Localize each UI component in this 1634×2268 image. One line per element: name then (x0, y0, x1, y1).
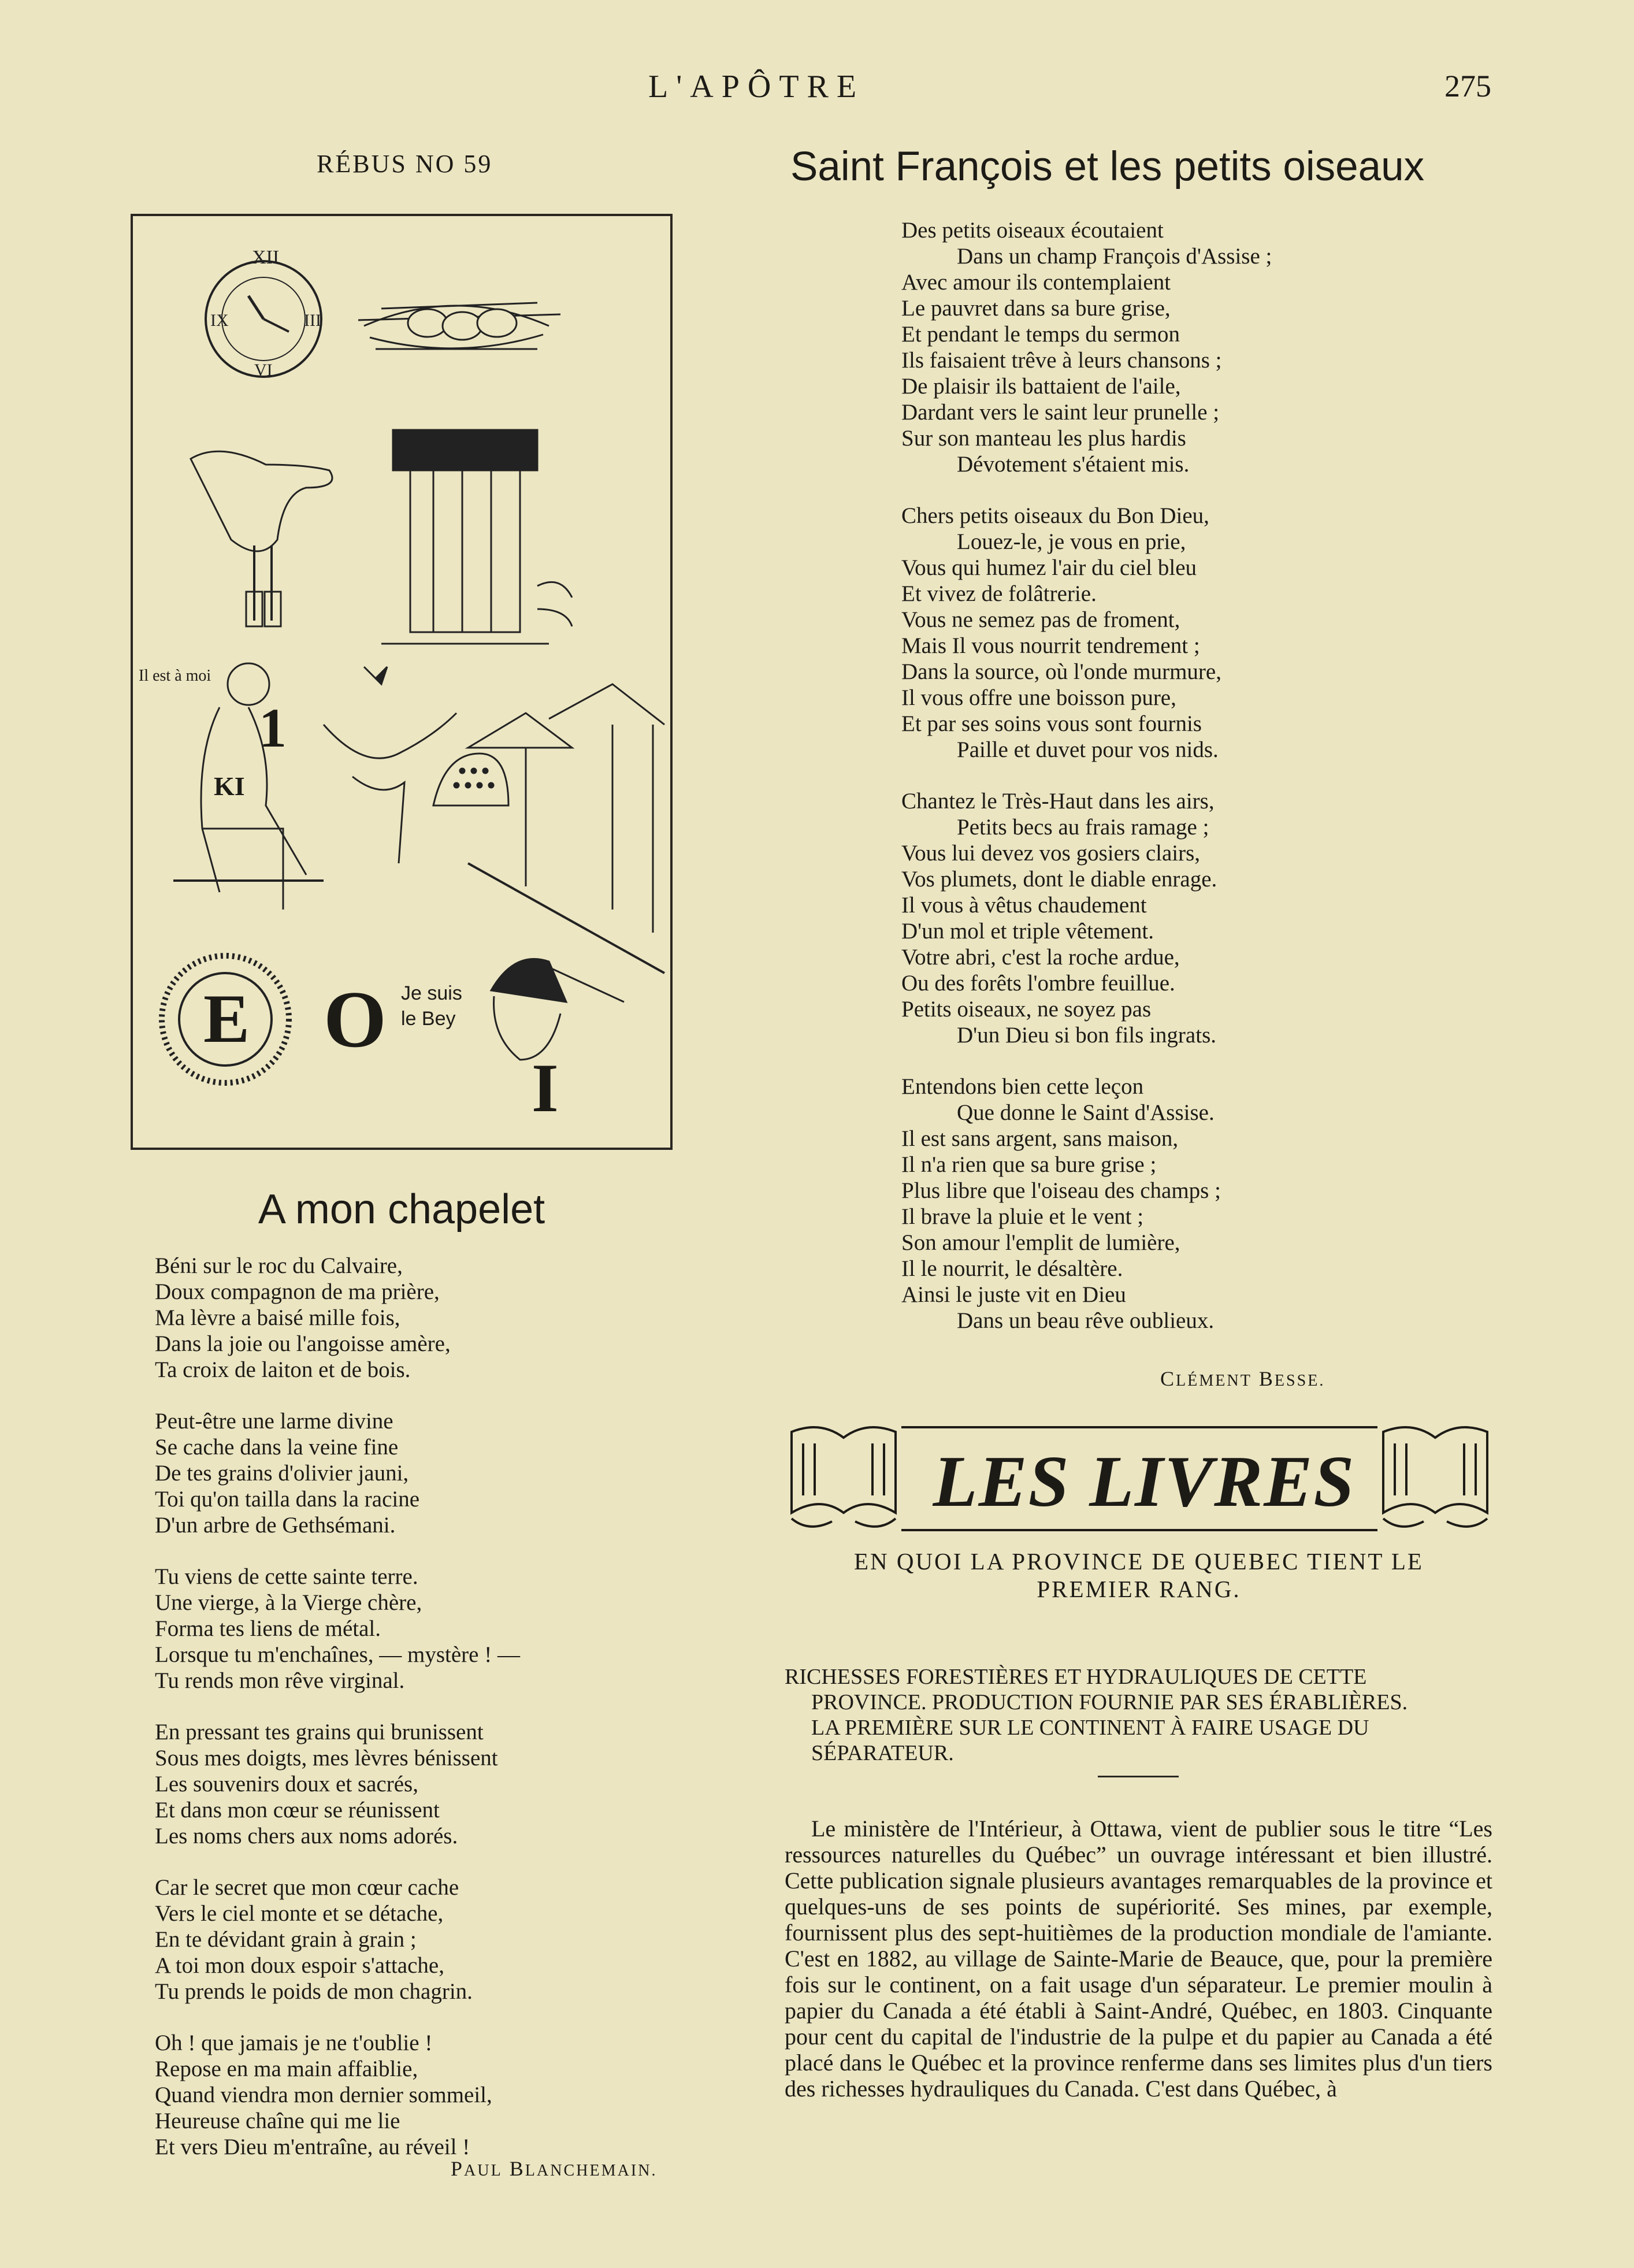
summary-line: PROVINCE. PRODUCTION FOURNIE PAR SES ÉRABLIÈRES. (811, 1690, 1408, 1714)
verse-line: Dans la joie ou l'angoisse amère, (155, 1331, 451, 1356)
verse-line: Et par ses soins vous sont fournis (901, 711, 1202, 736)
svg-text:VI: VI (254, 361, 273, 380)
poem-saint-francois (901, 217, 1364, 1359)
running-head: L'APÔTRE (648, 69, 865, 105)
rebus-label-je-suis: Je suis (401, 982, 462, 1004)
verse-line: Oh ! que jamais je ne t'oublie ! (155, 2031, 433, 2055)
verse-line: En te dévidant grain à grain ; (155, 1927, 417, 1952)
verse-line: A toi mon doux espoir s'attache, (155, 1953, 444, 1978)
stanza (901, 1074, 1364, 1334)
author-smallcaps: LÉMENT (1176, 1372, 1252, 1390)
verse-line: D'un arbre de Gethsémani. (155, 1513, 396, 1538)
verse-line: Les noms chers aux noms adorés. (155, 1824, 458, 1848)
verse-line: Il est sans argent, sans maison, (901, 1126, 1179, 1151)
stanza (155, 1719, 675, 1849)
verse-line: Ou des forêts l'ombre feuillue. (901, 971, 1175, 996)
verse-line: Béni sur le roc du Calvaire, (155, 1253, 403, 1278)
book-ornament-right-icon (1383, 1427, 1487, 1527)
verse-line: De tes grains d'olivier jauni, (155, 1461, 409, 1486)
seated-man-icon (173, 663, 324, 910)
verse-line: De plaisir ils battaient de l'aile, (901, 374, 1181, 399)
verse-line: Que donne le Saint d'Assise. (957, 1100, 1215, 1125)
verse-line: Avec amour ils contemplaient (901, 270, 1171, 295)
verse-line: Vous qui humez l'air du ciel bleu (901, 555, 1197, 580)
man-with-fez-icon (491, 959, 624, 1060)
summary-line: SÉPARATEUR. (811, 1741, 954, 1765)
author-smallcaps: LANCHEMAIN. (525, 2162, 658, 2180)
rebus-label-ki: KI (214, 771, 245, 801)
livres-subtitle (783, 1547, 1495, 1603)
poem-chapelet (155, 1253, 675, 2185)
verse-line: Plus libre que l'oiseau des champs ; (901, 1178, 1221, 1203)
summary-line: LA PREMIÈRE SUR LE CONTINENT À FAIRE USAGE DU (811, 1716, 1369, 1740)
verse-line: Heureuse chaîne qui me lie (155, 2109, 400, 2133)
article-summary (785, 1664, 1492, 1766)
rebus-title: RÉBUS NO 59 (317, 150, 493, 178)
verse-line: Toi qu'on tailla dans la racine (155, 1487, 420, 1512)
verse-line: Tu rends mon rêve virginal. (155, 1668, 405, 1693)
rebus-label-le-bey: le Bey (401, 1008, 456, 1030)
verse-line: Et vivez de folâtrerie. (901, 581, 1097, 606)
verse-line: D'un mol et triple vêtement. (901, 919, 1154, 944)
verse-line: Se cache dans la veine fine (155, 1435, 399, 1460)
verse-line: Il n'a rien que sa bure grise ; (901, 1152, 1157, 1177)
poem-title-saint-francois: Saint François et les petits oiseaux (790, 144, 1425, 190)
verse-line: Repose en ma main affaiblie, (155, 2057, 418, 2081)
verse-line: Il vous offre une boisson pure, (901, 685, 1176, 710)
verse-line: Tu viens de cette sainte terre. (155, 1564, 418, 1589)
svg-text:III: III (304, 311, 321, 330)
saddle-icon (191, 451, 332, 626)
livres-subtitle-line: EN QUOI LA PROVINCE DE QUEBEC TIENT LE (854, 1548, 1424, 1575)
stanza (155, 2030, 675, 2160)
author-smallcaps: AUL (464, 2162, 503, 2180)
verse-line: Vous ne semez pas de froment, (901, 607, 1180, 632)
verse-line: Et pendant le temps du sermon (901, 322, 1180, 347)
verse-line: D'un Dieu si bon fils ingrats. (957, 1023, 1216, 1048)
author-initial: B (509, 2157, 525, 2180)
stanza (901, 217, 1364, 477)
verse-line: Mais Il vous nourrit tendrement ; (901, 633, 1200, 658)
verse-line: Dardant vers le saint leur prunelle ; (901, 400, 1220, 425)
author-smallcaps: ESSE. (1274, 1372, 1325, 1390)
author-initial: P (451, 2157, 465, 2180)
author-initial: B (1258, 1367, 1275, 1390)
author-blanchemain (451, 2156, 658, 2181)
paragraph: Le ministère de l'Intérieur, à Ottawa, vient de publier sous le titre “Les ressources naturelles du Québec” un ouvrage intéressant et bien illustré. Cette publication signale plusieurs avantages remarquables de la province et quelques-uns de ses points de supériorité. Ses mines, par exemple, fournissent plus des sept-huitièmes de la production mondiale de l'amiante. C'est en 1882, au village de Sainte-Marie de Beauce, que, pour la première fois sur le continent, on a fait usage d'un séparateur. Le premier moulin à papier du Canada a été établi à Saint-André, Québec, en 1803. Cinquante pour cent du capital de l'industrie de la pulpe et du papier au Canada a été placé dans le Québec et la province renferme dans ses limites plus d'un tiers des richesses hydrauliques du Canada. C'est dans Québec, à (785, 1816, 1492, 2102)
verse-line: Vos plumets, dont le diable enrage. (901, 867, 1217, 892)
verse-line: Une vierge, à la Vierge chère, (155, 1590, 422, 1615)
tree-bird-icon (324, 667, 456, 863)
verse-line: Paille et duvet pour vos nids. (957, 737, 1219, 762)
verse-line: Chers petits oiseaux du Bon Dieu, (901, 503, 1209, 528)
verse-line: Les souvenirs doux et sacrés, (155, 1772, 418, 1796)
svg-text:IX: IX (210, 311, 229, 330)
verse-line: Le pauvret dans sa bure grise, (901, 296, 1171, 321)
clock-icon (206, 247, 321, 380)
verse-line: Entendons bien cette leçon (901, 1074, 1144, 1099)
poem-title-chapelet: A mon chapelet (258, 1186, 545, 1233)
verse-line: Ma lèvre a baisé mille fois, (155, 1305, 400, 1330)
verse-line: Petits oiseaux, ne soyez pas (901, 997, 1152, 1022)
verse-line: Ta croix de laiton et de bois. (155, 1357, 411, 1382)
stanza (901, 788, 1364, 1048)
rebus-illustration (131, 214, 673, 1150)
verse-line: Dans la source, où l'onde murmure, (901, 659, 1221, 684)
verse-line: Ils faisaient trêve à leurs chansons ; (901, 348, 1222, 373)
stanza (155, 1564, 675, 1694)
verse-line: Et vers Dieu m'entraîne, au réveil ! (155, 2135, 470, 2159)
page-number: 275 (1444, 69, 1491, 103)
author-besse (1160, 1367, 1325, 1391)
livres-subtitle-line: PREMIER RANG. (1037, 1576, 1241, 1602)
verse-line: Et dans mon cœur se réunissent (155, 1798, 440, 1822)
verse-line: Vers le ciel monte et se détache, (155, 1901, 444, 1926)
verse-line: Doux compagnon de ma prière, (155, 1279, 440, 1304)
verse-line: Il le nourrit, le désaltère. (901, 1256, 1123, 1281)
rebus-letter-i: I (532, 1049, 559, 1126)
verse-line: Louez-le, je vous en prie, (957, 529, 1186, 554)
nest-eggs-icon (358, 303, 560, 349)
livres-heading: LES LIVRES (933, 1442, 1356, 1522)
verse-line: Des petits oiseaux écoutaient (901, 218, 1164, 243)
verse-line: Il brave la pluie et le vent ; (901, 1204, 1144, 1229)
author-initial: C (1160, 1367, 1176, 1390)
rebus-label-il-est-a-moi: Il est à moi (139, 667, 211, 685)
verse-line: Son amour l'emplit de lumière, (901, 1230, 1180, 1255)
book-ornament-left-icon (792, 1427, 896, 1527)
verse-line: Il vous à vêtus chaudement (901, 893, 1147, 918)
verse-line: Sur son manteau les plus hardis (901, 426, 1186, 451)
verse-line: Quand viendra mon dernier sommeil, (155, 2083, 492, 2107)
verse-line: Petits becs au frais ramage ; (957, 815, 1209, 840)
verse-line: Peut-être une larme divine (155, 1409, 393, 1434)
door-icon (381, 430, 572, 644)
verse-line: En pressant tes grains qui brunissent (155, 1720, 484, 1744)
verse-line: Car le secret que mon cœur cache (155, 1875, 459, 1900)
verse-line: Vous lui devez vos gosiers clairs, (901, 841, 1201, 866)
market-stalls-icon (468, 684, 664, 973)
thimble-icon (433, 753, 508, 806)
verse-line: Votre abri, c'est la roche ardue, (901, 945, 1180, 970)
verse-line: Dans un beau rêve oublieux. (957, 1308, 1215, 1333)
rebus-label-one: 1 (259, 697, 287, 759)
verse-line: Lorsque tu m'enchaînes, — mystère ! — (155, 1642, 520, 1667)
svg-text:XII: XII (252, 247, 280, 268)
verse-line: Tu prends le poids de mon chagrin. (155, 1979, 473, 2004)
rebus-letter-e: E (203, 980, 250, 1057)
stanza (155, 1253, 675, 1383)
verse-line: Dans un champ François d'Assise ; (957, 244, 1272, 269)
stanza (901, 503, 1364, 763)
summary-line: RICHESSES FORESTIÈRES ET HYDRAULIQUES DE CETTE (785, 1665, 1367, 1689)
article-body (785, 1816, 1492, 2102)
section-divider (1098, 1776, 1179, 1777)
verse-line: Sous mes doigts, mes lèvres bénissent (155, 1746, 498, 1770)
verse-line: Dévotement s'étaient mis. (957, 452, 1190, 477)
verse-line: Ainsi le juste vit en Dieu (901, 1282, 1126, 1307)
stanza (155, 1408, 675, 1538)
stanza (155, 1874, 675, 2005)
rebus-letter-o: O (324, 975, 387, 1064)
verse-line: Chantez le Très-Haut dans les airs, (901, 789, 1215, 814)
verse-line: Forma tes liens de métal. (155, 1616, 381, 1641)
